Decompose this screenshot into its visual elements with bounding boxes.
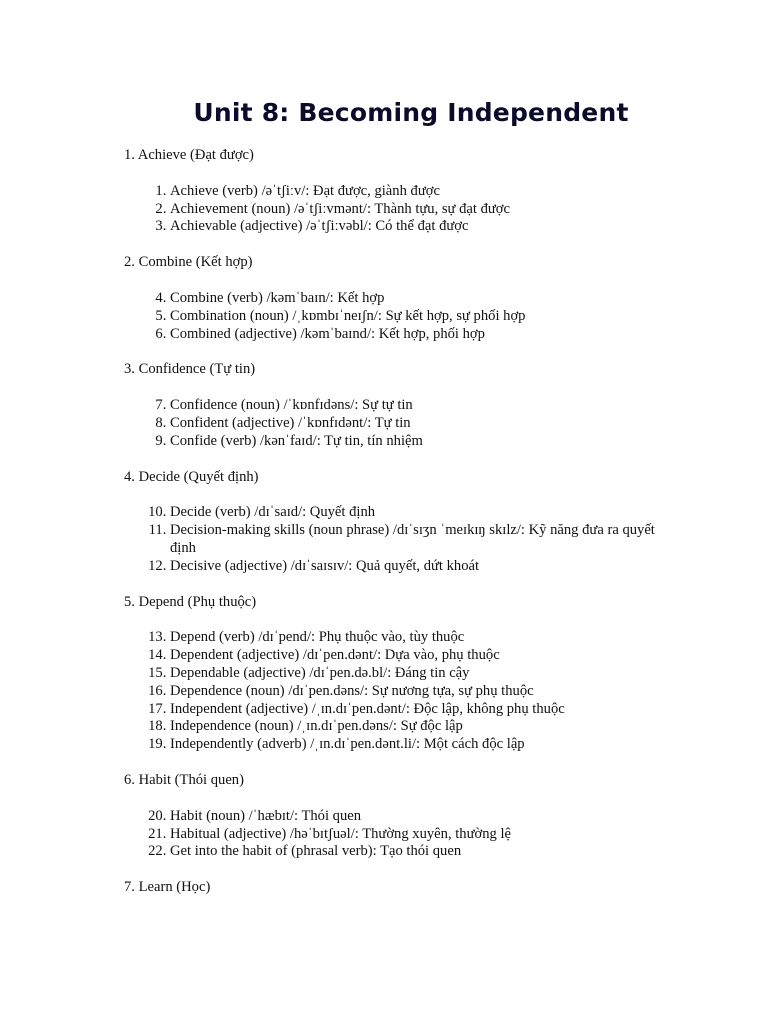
section-heading: 3. Confidence (Tự tin) — [124, 361, 256, 378]
term-item: 7. Confidence (noun) /ˈkɒnfɪdəns/: Sự tự tin — [170, 397, 684, 415]
term-item: 16. Dependence (noun) /dɪˈpen.dəns/: Sự nương tựa, sự phụ thuộc — [170, 683, 684, 701]
term-item: 6. Combined (adjective) /kəmˈbaɪnd/: Kết hợp, phối hợp — [170, 326, 684, 344]
term-item: 5. Combination (noun) /ˌkɒmbɪˈneɪʃn/: Sự kết hợp, sự phối hợp — [170, 308, 684, 326]
term-item: 19. Independently (adverb) /ˌɪn.dɪˈpen.dənt.li/: Một cách độc lập — [170, 736, 684, 754]
vocabulary-content — [124, 147, 684, 915]
term-list — [124, 808, 684, 861]
term-item: 11. Decision-making skills (noun phrase) /dɪˈsɪʒn ˈmeɪkɪŋ skɪlz/: Kỹ năng đưa ra quyết định — [170, 522, 684, 558]
term-item: 4. Combine (verb) /kəmˈbaɪn/: Kết hợp — [170, 290, 684, 308]
term-item: 18. Independence (noun) /ˌɪn.dɪˈpen.dəns/: Sự độc lập — [170, 718, 684, 736]
term-item: 15. Dependable (adjective) /dɪˈpen.də.bl/: Đáng tin cậy — [170, 665, 684, 683]
term-item: 8. Confident (adjective) /ˈkɒnfɪdənt/: Tự tin — [170, 415, 684, 433]
term-item: 2. Achievement (noun) /əˈtʃiːvmənt/: Thành tựu, sự đạt được — [170, 201, 684, 219]
term-item: 9. Confide (verb) /kənˈfaɪd/: Tự tin, tín nhiệm — [170, 433, 684, 451]
term-list — [124, 290, 684, 343]
section-heading: 4. Decide (Quyết định) — [124, 468, 259, 485]
term-list — [124, 183, 684, 236]
term-list — [124, 629, 684, 754]
term-item: 20. Habit (noun) /ˈhæbɪt/: Thói quen — [170, 808, 684, 826]
term-list — [124, 504, 684, 575]
section-heading: 6. Habit (Thói quen) — [124, 771, 244, 788]
term-item: 3. Achievable (adjective) /əˈtʃiːvəbl/: Có thể đạt được — [170, 218, 684, 236]
term-list — [124, 397, 684, 450]
page-title: Unit 8: Becoming Independent — [193, 98, 629, 127]
term-item: 12. Decisive (adjective) /dɪˈsaɪsɪv/: Quả quyết, dứt khoát — [170, 558, 684, 576]
term-item: 10. Decide (verb) /dɪˈsaɪd/: Quyết định — [170, 504, 684, 522]
section-heading: 5. Depend (Phụ thuộc) — [124, 593, 257, 610]
term-item: 21. Habitual (adjective) /həˈbɪtʃuəl/: Thường xuyên, thường lệ — [170, 826, 684, 844]
term-item: 14. Dependent (adjective) /dɪˈpen.dənt/: Dựa vào, phụ thuộc — [170, 647, 684, 665]
section-heading: 7. Learn (Học) — [124, 879, 211, 896]
term-item: 13. Depend (verb) /dɪˈpend/: Phụ thuộc vào, tùy thuộc — [170, 629, 684, 647]
term-item: 22. Get into the habit of (phrasal verb): Tạo thói quen — [170, 843, 684, 861]
section-heading: 2. Combine (Kết hợp) — [124, 254, 253, 271]
term-item: 17. Independent (adjective) /ˌɪn.dɪˈpen.dənt/: Độc lập, không phụ thuộc — [170, 701, 684, 719]
section-heading: 1. Achieve (Đạt được) — [124, 147, 254, 163]
term-item: 1. Achieve (verb) /əˈtʃiːv/: Đạt được, giành được — [170, 183, 684, 201]
